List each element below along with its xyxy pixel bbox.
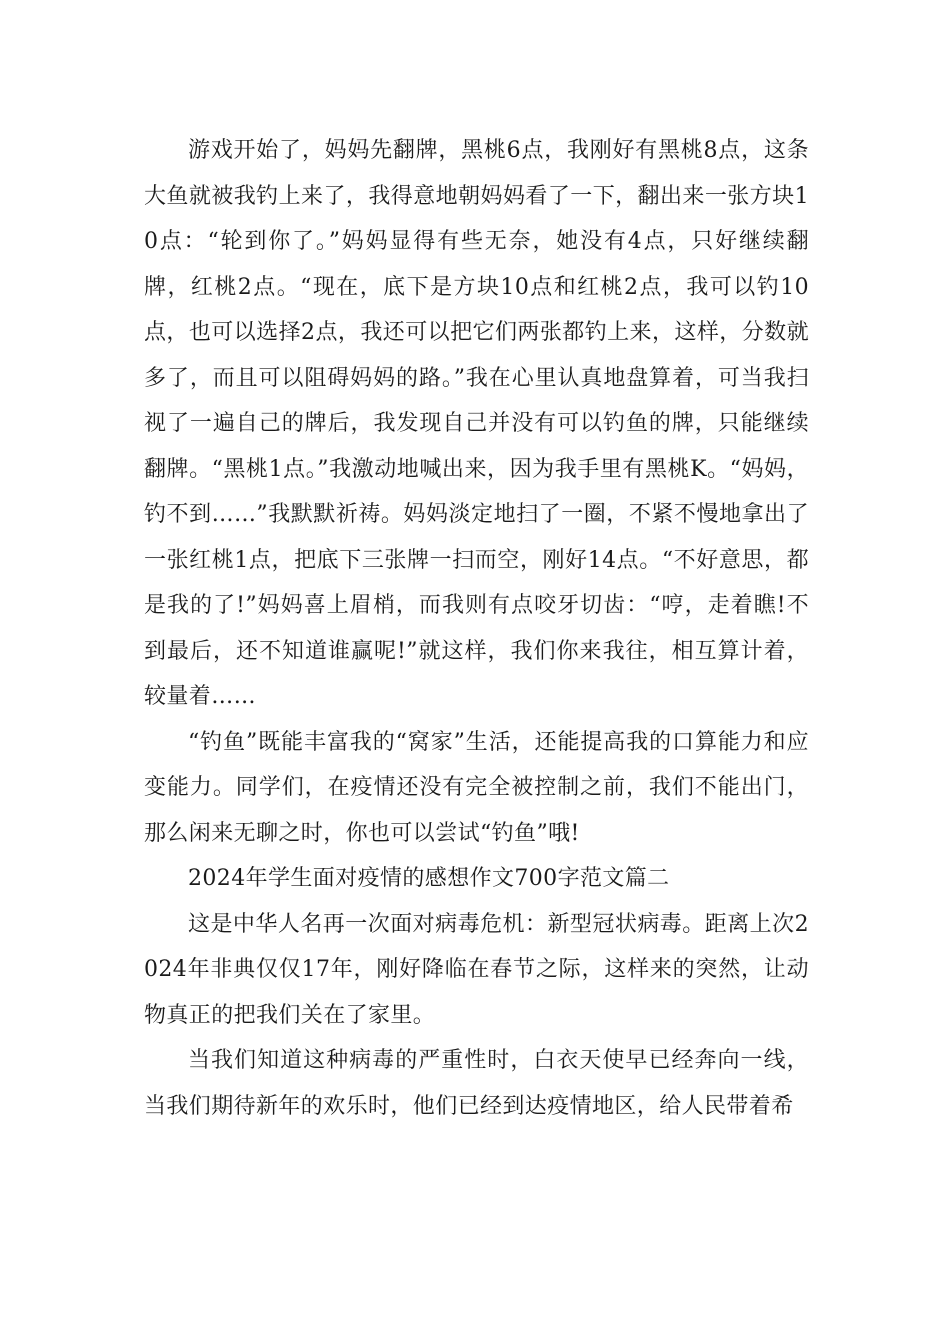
paragraph-virus-crisis: 这是中华人名再一次面对病毒危机：新型冠状病毒。距离上次2024年非典仅仅17年，刚好降临在春节之际，这样来的突然，让动物真正的把我们关在了家里。: [144, 911, 809, 1028]
paragraph-medical-workers: 当我们知道这种病毒的严重性时，白衣天使早已经奔向一线，当我们期待新年的欢乐时，他们已经到达疫情地区，给人民带着希: [144, 1048, 809, 1119]
essay-section-heading: 2024年学生面对疫情的感想作文700字范文篇二: [188, 866, 670, 891]
body-text: [144, 128, 809, 1129]
paragraph-fishing-game: 游戏开始了，妈妈先翻牌，黑桃6点，我刚好有黑桃8点，这条大鱼就被我钓上来了，我得意地朝妈妈看了一下，翻出来一张方块10点：“轮到你了。”妈妈显得有些无奈，她没有4点，只好继续翻牌，红桃2点。“现在，底下是方块10点和红桃2点，我可以钓10点，也可以选择2点，我还可以把它们两张都钓上来，这样，分数就多了，而且可以阻碍妈妈的路。”我在心里认真地盘算着，可当我扫视了一遍自己的牌后，我发现自己并没有可以钓鱼的牌，只能继续翻牌。“黑桃1点。”我激动地喊出来，因为我手里有黑桃K。“妈妈，钓不到……”我默默祈祷。妈妈淡定地扫了一圈，不紧不慢地拿出了一张红桃1点，把底下三张牌一扫而空，刚好14点。“不好意思，都是我的了!”妈妈喜上眉梢，而我则有点咬牙切齿：“哼，走着瞧!不到最后，还不知道谁赢呢!”就这样，我们你来我往，相互算计着，较量着……: [144, 138, 809, 709]
paragraph-fishing-benefits: “钓鱼”既能丰富我的“窝家”生活，还能提高我的口算能力和应变能力。同学们，在疫情还没有完全被控制之前，我们不能出门，那么闲来无聊之时，你也可以尝试“钓鱼”哦!: [144, 729, 809, 846]
